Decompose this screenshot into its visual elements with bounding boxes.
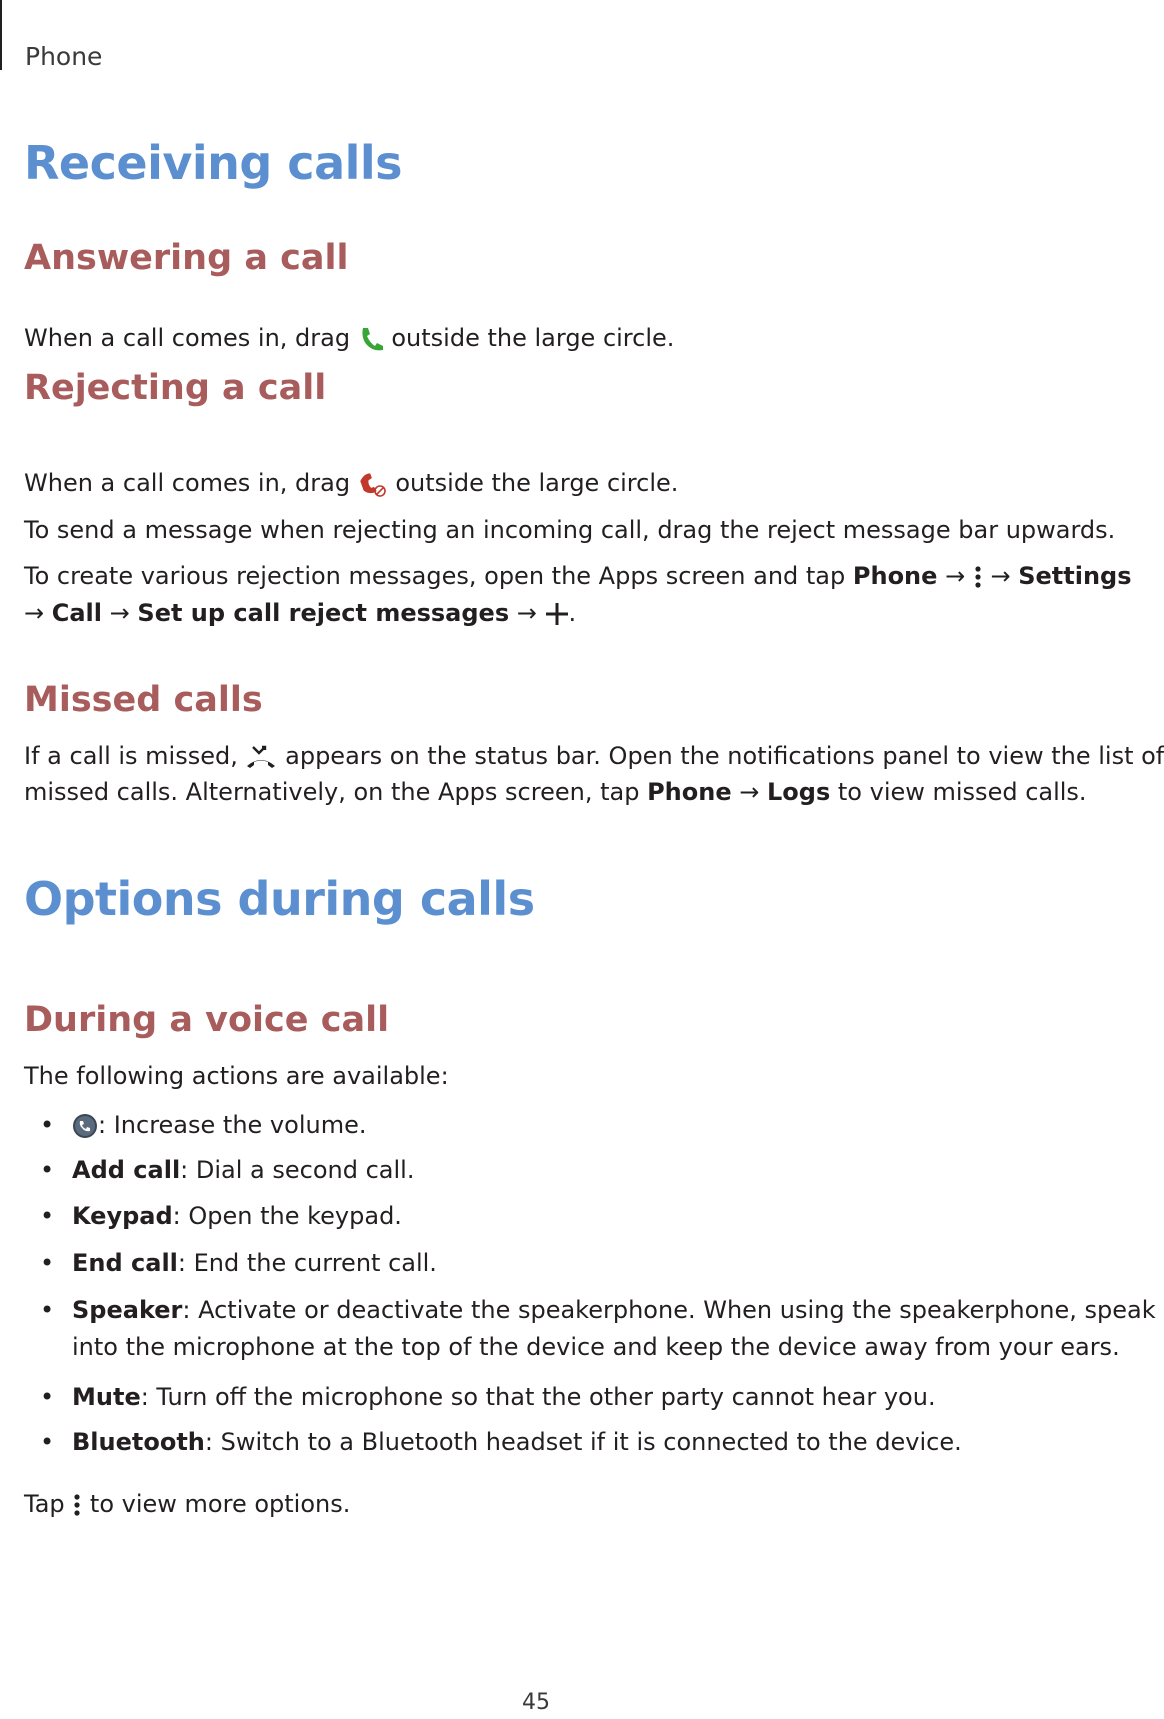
bullet: • bbox=[40, 1428, 55, 1456]
options-intro: The following actions are available: bbox=[24, 1062, 449, 1090]
page-number: 45 bbox=[522, 1690, 550, 1715]
list-item-volume: : Increase the volume. bbox=[72, 1107, 366, 1144]
heading-receiving-calls: Receiving calls bbox=[24, 136, 403, 190]
page-edge-line bbox=[0, 0, 2, 70]
list-item-speaker: Speaker: Activate or deactivate the speakerphone. When using the speakerphone, speak bbox=[72, 1296, 1156, 1324]
chapter-title: Phone bbox=[25, 42, 103, 71]
more-options-icon bbox=[72, 1492, 82, 1518]
plus-icon bbox=[545, 602, 569, 626]
path-phone-2: Phone bbox=[647, 778, 732, 806]
bullet: • bbox=[40, 1111, 55, 1139]
rejecting-paragraph-2: To send a message when rejecting an incoming call, drag the reject message bar upwards. bbox=[24, 516, 1116, 544]
bullet: • bbox=[40, 1156, 55, 1184]
bullet: • bbox=[40, 1202, 55, 1230]
path-call: Call bbox=[51, 599, 103, 627]
bullet: • bbox=[40, 1249, 55, 1277]
missed-paragraph-line-1: If a call is missed, appears on the status bar. Open the notifications panel to view the list of bbox=[24, 742, 1164, 770]
list-item-end-call: End call: End the current call. bbox=[72, 1249, 437, 1277]
heading-rejecting-call: Rejecting a call bbox=[24, 368, 327, 408]
list-item-bluetooth: Bluetooth: Switch to a Bluetooth headset if it is connected to the device. bbox=[72, 1428, 962, 1456]
path-set-up-call-reject: Set up call reject messages bbox=[137, 599, 510, 627]
phone-reject-icon bbox=[358, 469, 388, 499]
rejecting-paragraph-3-line-2: → Call → Set up call reject messages → . bbox=[24, 599, 577, 627]
rejecting-paragraph-3-line-1: To create various rejection messages, open the Apps screen and tap Phone → → Settings bbox=[24, 562, 1132, 590]
list-item-keypad: Keypad: Open the keypad. bbox=[72, 1202, 402, 1230]
rejecting-paragraph-1: When a call comes in, drag outside the large circle. bbox=[24, 469, 679, 497]
bullet: • bbox=[40, 1296, 55, 1324]
list-item-add-call: Add call: Dial a second call. bbox=[72, 1156, 415, 1184]
heading-during-voice-call: During a voice call bbox=[24, 1000, 390, 1040]
heading-answering-call: Answering a call bbox=[24, 238, 349, 278]
volume-call-icon bbox=[72, 1113, 98, 1139]
list-item-speaker-line-2: into the microphone at the top of the device and keep the device away from your ears. bbox=[72, 1333, 1120, 1361]
answering-paragraph: When a call comes in, drag outside the large circle. bbox=[24, 324, 675, 352]
heading-missed-calls: Missed calls bbox=[24, 680, 263, 720]
path-phone: Phone bbox=[852, 562, 938, 590]
list-item-mute: Mute: Turn off the microphone so that the other party cannot hear you. bbox=[72, 1383, 936, 1411]
heading-options-during-calls: Options during calls bbox=[24, 872, 535, 926]
path-settings: Settings bbox=[1018, 562, 1132, 590]
phone-accept-icon bbox=[358, 325, 384, 353]
missed-paragraph-line-2: missed calls. Alternatively, on the Apps screen, tap Phone → Logs to view missed calls. bbox=[24, 778, 1087, 806]
more-options-icon bbox=[973, 564, 983, 590]
bullet: • bbox=[40, 1383, 55, 1411]
path-logs: Logs bbox=[767, 778, 831, 806]
missed-call-icon bbox=[245, 744, 277, 770]
tap-more-options: Tap to view more options. bbox=[24, 1490, 351, 1518]
